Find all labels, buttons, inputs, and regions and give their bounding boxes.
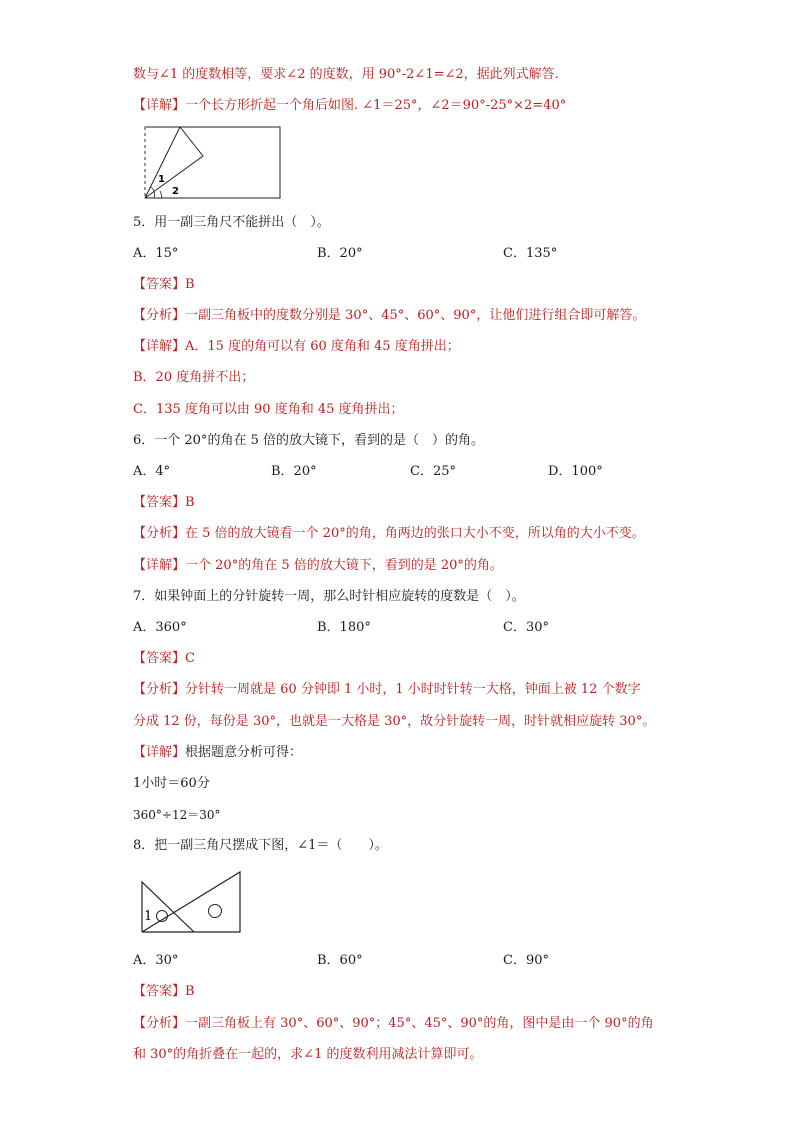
q7-option-b: B．180°: [317, 620, 371, 635]
q5-option-a: A．15°: [133, 246, 179, 261]
folded-rectangle-figure: [140, 124, 285, 204]
answer-value: B: [185, 277, 195, 292]
prev-detail-line: [133, 97, 566, 115]
q6-option-b: B．20°: [271, 464, 317, 479]
answer-tag: 【答案】: [133, 495, 186, 510]
q7-option-a: A．360°: [133, 620, 187, 635]
answer-tag: 【答案】: [133, 984, 186, 999]
q6-detail: [133, 557, 503, 575]
q8-analysis-line-1: [133, 1015, 654, 1033]
q6-option-a: A．4°: [133, 464, 171, 479]
analysis-tag: 【分析】: [133, 526, 186, 541]
q6-analysis: [133, 525, 645, 543]
q7-option-c: C．30°: [503, 620, 549, 635]
q8-option-a: A．30°: [133, 953, 179, 968]
analysis-tag: 【分析】: [133, 308, 186, 323]
triangle-ruler-45: [142, 882, 194, 932]
q5-detail-line-3: C．135 度角可以由 90 度角和 45 度角拼出；: [133, 402, 404, 417]
answer-value: C: [185, 651, 195, 666]
q5-answer: [133, 276, 195, 294]
detail-text: A．15 度的角可以有 60 度角和 45 度角拼出；: [185, 339, 460, 354]
angle2-label: 2: [172, 186, 179, 197]
q5-option-b: B．20°: [317, 246, 363, 261]
q6-stem: 6．一个 20°的角在 5 倍的放大镜下，看到的是（ ）的角。: [133, 433, 484, 448]
angle2-arc: [160, 191, 162, 198]
answer-value: B: [185, 495, 195, 510]
detail-text: 一个长方形折起一个角后如图. ∠1＝25°，∠2＝90°-25°×2=40°: [185, 98, 567, 113]
q6-answer: [133, 494, 195, 512]
triangle-ruler-30-60: [142, 872, 240, 932]
q8-stem: 8．把一副三角尺摆成下图，∠1＝（ ）。: [133, 838, 388, 853]
q6-option-d: D．100°: [548, 464, 603, 479]
q8-answer: [133, 983, 195, 1001]
q6-option-c: C．25°: [410, 464, 456, 479]
q5-detail-line-2: B．20 度角拼不出；: [133, 370, 255, 385]
q7-analysis-line-2: 分成 12 份，每份是 30°，也就是一大格是 30°，故分针旋转一周，时针就相应旋转 30°。: [133, 714, 656, 729]
q7-equation-1: 1小时＝60分: [133, 776, 210, 791]
detail-tag: 【详解】: [133, 745, 186, 760]
analysis-text: 分针转一周就是 60 分钟即 1 小时，1 小时时针转一大格，钟面上被 12 个数字: [185, 682, 641, 697]
detail-tag: 【详解】: [133, 98, 186, 113]
q5-stem: 5．用一副三角尺不能拼出（ ）。: [133, 215, 330, 230]
answer-tag: 【答案】: [133, 651, 186, 666]
detail-text: 一个 20°的角在 5 倍的放大镜下，看到的是 20°的角。: [185, 558, 503, 573]
analysis-text: 一副三角板中的度数分别是 30°、45°、60°、90°，让他们进行组合即可解答。: [185, 308, 646, 323]
rectangle-outline: [145, 127, 280, 198]
analysis-text: 一副三角板上有 30°、60°、90°；45°、45°、90°的角，图中是由一个 90°的角: [185, 1016, 654, 1031]
q7-stem: 7．如果钟面上的分针旋转一周，那么时针相应旋转的度数是（ ）。: [133, 589, 525, 604]
analysis-tag: 【分析】: [133, 682, 186, 697]
q8-analysis-line-2: 和 30°的角折叠在一起的，求∠1 的度数利用减法计算即可。: [133, 1047, 483, 1062]
q7-answer: [133, 650, 195, 668]
answer-tag: 【答案】: [133, 277, 186, 292]
q5-detail-line-1: [133, 338, 460, 356]
q7-detail: [133, 744, 302, 762]
detail-tag: 【详解】: [133, 339, 186, 354]
ruler-hole-right: [209, 905, 222, 918]
detail-text: 根据题意分析可得：: [185, 745, 303, 760]
answer-value: B: [185, 984, 195, 999]
q5-option-c: C．135°: [503, 246, 558, 261]
q7-equation-2: 360°÷12＝30°: [133, 808, 221, 822]
detail-tag: 【详解】: [133, 558, 186, 573]
angle1-label: 1: [158, 174, 165, 185]
triangle-rulers-figure: [140, 868, 244, 936]
q5-analysis: [133, 307, 645, 325]
analysis-tag: 【分析】: [133, 1016, 186, 1031]
prev-analysis-line: 数与∠1 的度数相等，要求∠2 的度数，用 90°-2∠1=∠2，据此列式解答.: [133, 67, 559, 82]
q7-analysis-line-1: [133, 681, 641, 699]
analysis-text: 在 5 倍的放大镜看一个 20°的角，角两边的张口大小不变，所以角的大小不变。: [185, 526, 645, 541]
angle1-label: 1: [144, 909, 153, 924]
q8-option-b: B．60°: [317, 953, 363, 968]
q8-option-c: C．90°: [503, 953, 549, 968]
